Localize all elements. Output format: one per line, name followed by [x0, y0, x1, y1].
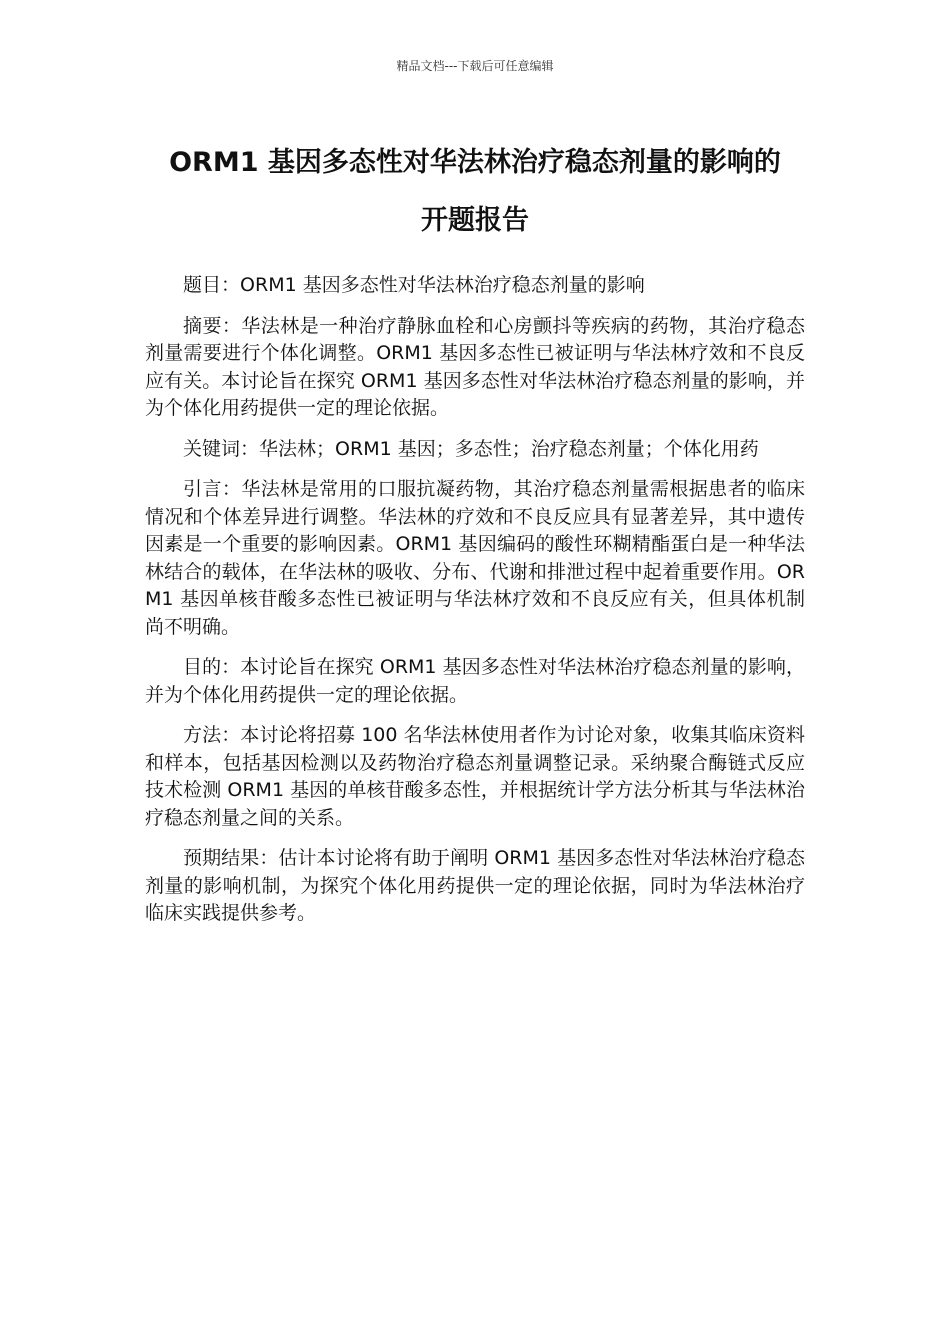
section-text: ORM1 基因多态性对华法林治疗稳态剂量的影响	[240, 274, 645, 296]
label-separator: ：	[221, 314, 242, 337]
document-title	[60, 134, 890, 250]
section-label: 摘要	[183, 314, 222, 337]
label-separator: ：	[221, 724, 241, 746]
section-text: 本讨论旨在探究 ORM1 基因多态性对华法林治疗稳态剂量的影响，并为个体化用药提供一定的理论依据。	[145, 656, 805, 706]
section-introduction	[145, 476, 805, 641]
section-abstract	[145, 313, 805, 423]
section-label: 题目	[183, 274, 222, 296]
section-methods	[145, 722, 805, 832]
label-separator: ：	[240, 437, 260, 460]
section-text: 华法林；ORM1 基因；多态性；治疗稳态剂量；个体化用药	[259, 437, 759, 460]
section-text: 估计本讨论将有助于阐明 ORM1 基因多态性对华法林治疗稳态剂量的影响机制，为探究个体化用药提供一定的理论依据，同时为华法林治疗临床实践提供参考。	[145, 847, 805, 924]
section-label: 关键词	[183, 437, 241, 460]
page-header-watermark: 精品文档---下载后可任意编辑	[396, 59, 554, 73]
document-title-line-1: ORM1 基因多态性对华法林治疗稳态剂量的影响的	[169, 147, 781, 178]
section-text: 华法林是一种治疗静脉血栓和心房颤抖等疾病的药物，其治疗稳态剂量需要进行个体化调整。ORM1 基因多态性已被证明与华法林疗效和不良反应有关。本讨论旨在探究 ORM1 基因多态性对华法林治疗稳态剂量的影响，并为个体化用药提供一定的理论依据。	[145, 314, 805, 419]
section-text: 华法林是常用的口服抗凝药物，其治疗稳态剂量需根据患者的临床情况和个体差异进行调整。华法林的疗效和不良反应具有显著差异，其中遗传因素是一个重要的影响因素。ORM1 基因编码的酸性环糊精酯蛋白是一种华法林结合的载体，在华法林的吸收、分布、代谢和排泄过程中起着重要作用。ORM1 基因单核苷酸多态性已被证明与华法林疗效和不良反应有关，但具体机制尚不明确。	[145, 478, 805, 638]
section-label: 预期结果	[183, 847, 260, 869]
label-separator: ：	[221, 656, 241, 678]
label-separator: ：	[221, 274, 241, 296]
document-body	[145, 272, 805, 941]
label-separator: ：	[259, 847, 279, 869]
section-label: 目的	[183, 656, 222, 678]
section-objective	[145, 654, 805, 709]
section-topic	[145, 272, 805, 300]
label-separator: ：	[221, 478, 242, 500]
section-label: 方法	[183, 724, 222, 746]
section-keywords	[145, 436, 805, 464]
document-title-line-2: 开题报告	[421, 205, 529, 236]
section-label: 引言	[183, 478, 222, 500]
section-expected-results	[145, 845, 805, 928]
section-text: 本讨论将招募 100 名华法林使用者作为讨论对象，收集其临床资料和样本，包括基因检测以及药物治疗稳态剂量调整记录。采纳聚合酶链式反应技术检测 ORM1 基因的单核苷酸多态性，并根据统计学方法分析其与华法林治疗稳态剂量之间的关系。	[145, 724, 805, 829]
